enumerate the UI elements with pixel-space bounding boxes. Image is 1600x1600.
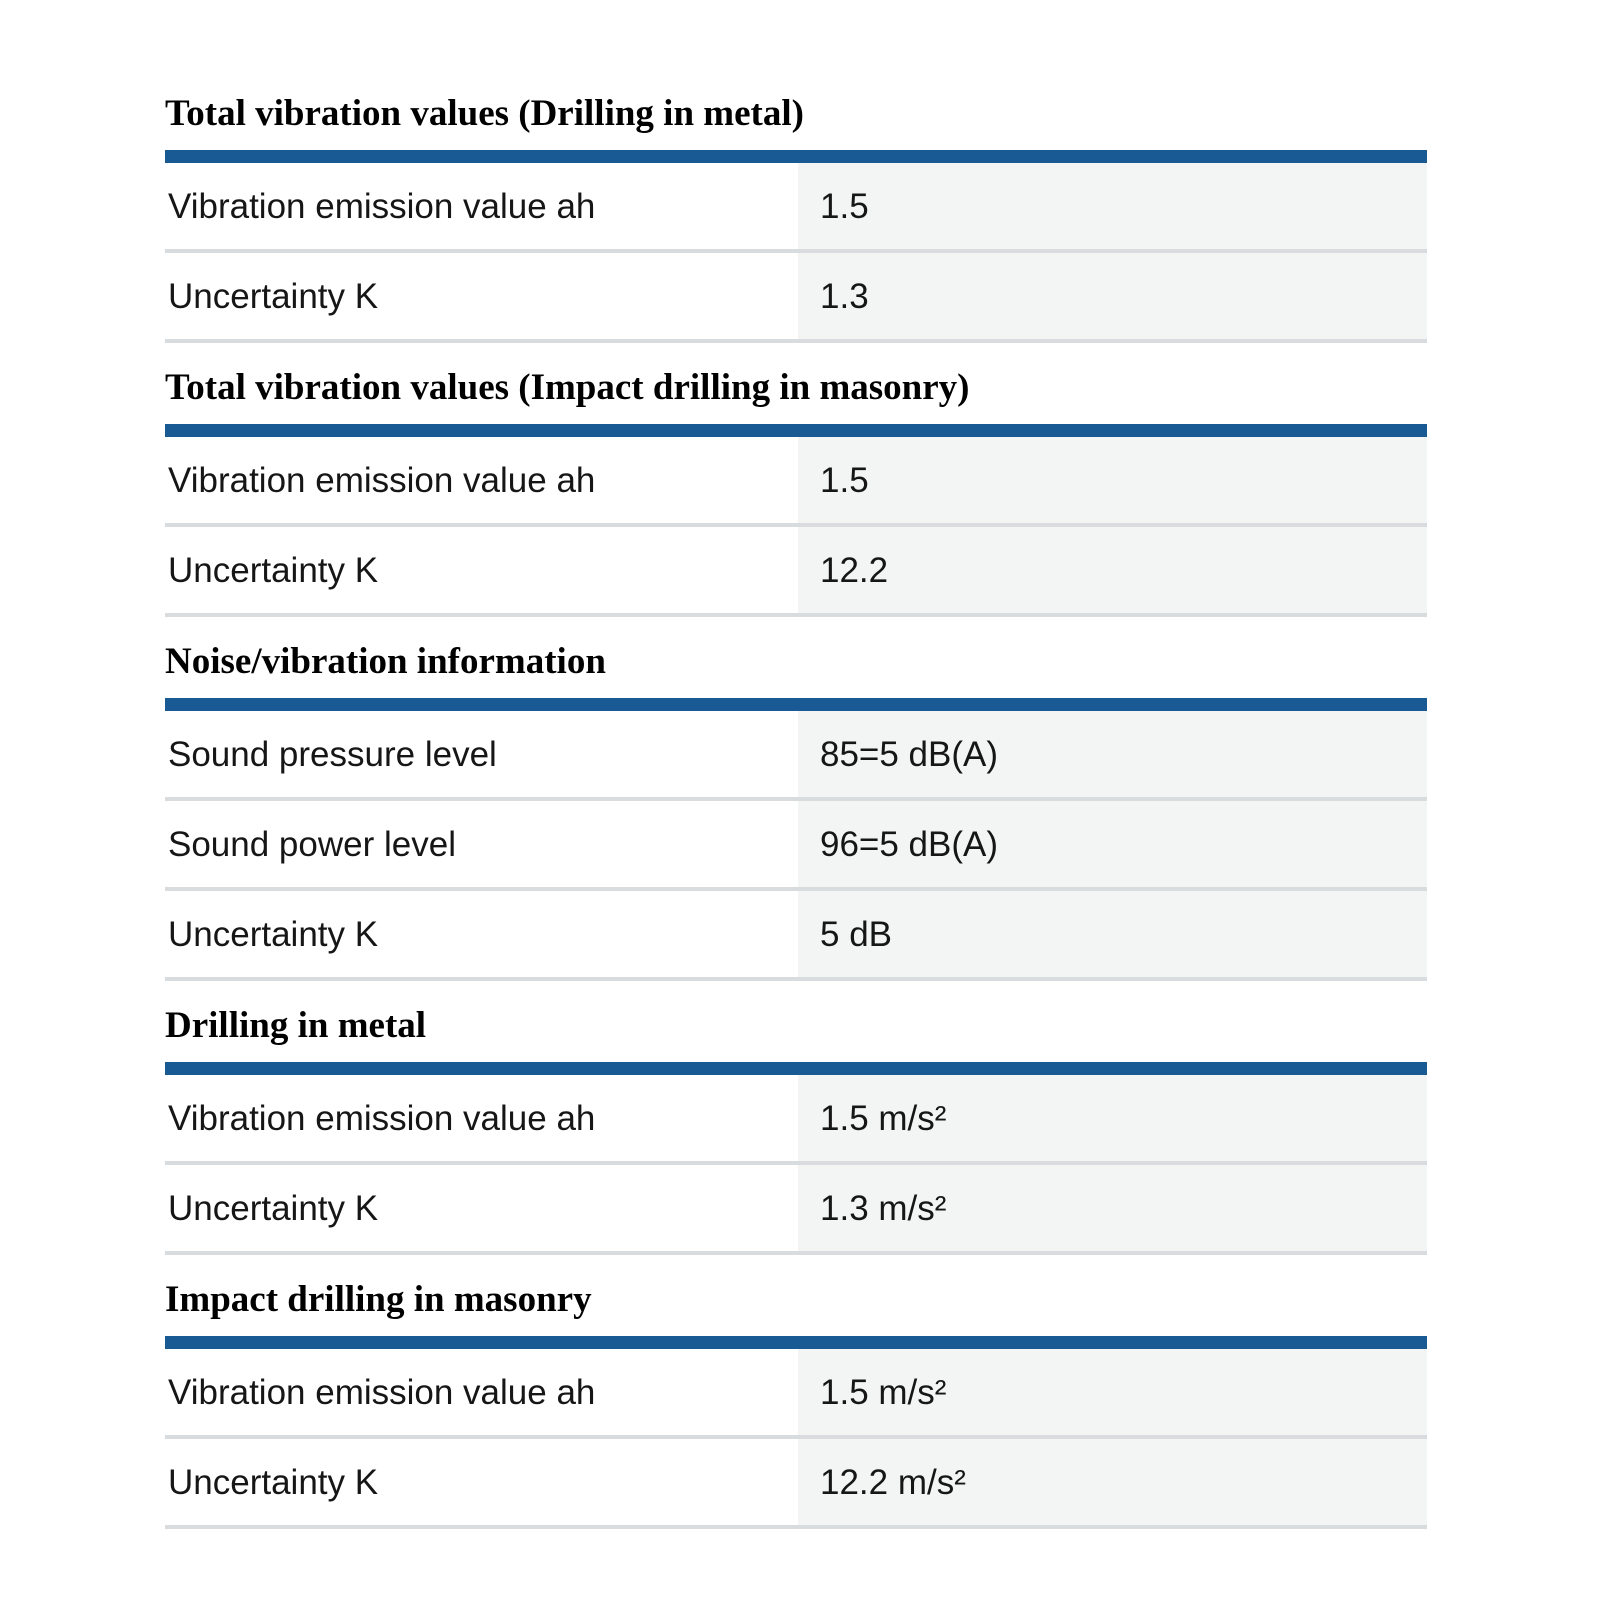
row-label: Uncertainty K [165, 527, 798, 613]
section-accent-bar [165, 1062, 1427, 1075]
spec-section [165, 367, 1427, 617]
spec-section [165, 641, 1427, 981]
section-title: Total vibration values (Impact drilling in masonry) [165, 367, 970, 408]
row-value: 12.2 m/s² [798, 1439, 1427, 1525]
section-title: Impact drilling in masonry [165, 1279, 592, 1320]
spec-section [165, 93, 1427, 343]
section-title: Drilling in metal [165, 1005, 427, 1046]
row-label: Vibration emission value ah [165, 1349, 798, 1435]
table-row [165, 891, 1427, 981]
section-title: Noise/vibration information [165, 641, 606, 682]
row-label: Uncertainty K [165, 1165, 798, 1251]
table-row [165, 1349, 1427, 1439]
section-accent-bar [165, 698, 1427, 711]
table-row [165, 1165, 1427, 1255]
row-value: 85=5 dB(A) [798, 711, 1427, 797]
row-label: Sound power level [165, 801, 798, 887]
section-rows [165, 163, 1427, 343]
table-row [165, 527, 1427, 617]
row-label: Uncertainty K [165, 1439, 798, 1525]
section-title: Total vibration values (Drilling in metal) [165, 93, 804, 134]
row-label: Uncertainty K [165, 253, 798, 339]
section-rows [165, 711, 1427, 981]
row-value: 1.5 m/s² [798, 1349, 1427, 1435]
row-value: 1.5 [798, 163, 1427, 249]
row-value: 1.5 m/s² [798, 1075, 1427, 1161]
table-row [165, 711, 1427, 801]
table-row [165, 801, 1427, 891]
table-row [165, 1439, 1427, 1529]
section-accent-bar [165, 1336, 1427, 1349]
table-row [165, 437, 1427, 527]
row-value: 1.5 [798, 437, 1427, 523]
row-label: Vibration emission value ah [165, 437, 798, 523]
row-value: 1.3 m/s² [798, 1165, 1427, 1251]
spec-section [165, 1279, 1427, 1529]
row-label: Sound pressure level [165, 711, 798, 797]
table-row [165, 1075, 1427, 1165]
row-value: 12.2 [798, 527, 1427, 613]
row-value: 96=5 dB(A) [798, 801, 1427, 887]
section-rows [165, 437, 1427, 617]
section-accent-bar [165, 150, 1427, 163]
row-label: Vibration emission value ah [165, 163, 798, 249]
spec-tables [165, 93, 1427, 1556]
spec-section [165, 1005, 1427, 1255]
section-accent-bar [165, 424, 1427, 437]
row-value: 5 dB [798, 891, 1427, 977]
table-row [165, 253, 1427, 343]
row-label: Vibration emission value ah [165, 1075, 798, 1161]
row-label: Uncertainty K [165, 891, 798, 977]
row-value: 1.3 [798, 253, 1427, 339]
section-rows [165, 1075, 1427, 1255]
section-rows [165, 1349, 1427, 1529]
table-row [165, 163, 1427, 253]
